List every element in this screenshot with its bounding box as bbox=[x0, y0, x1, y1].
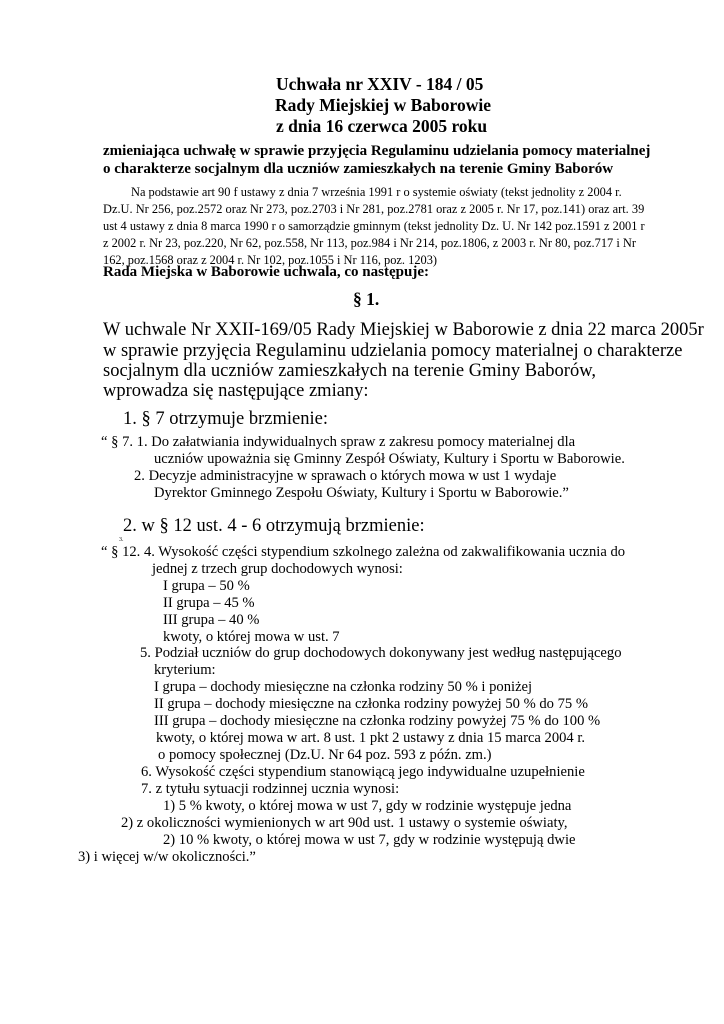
legal-basis-line: Na podstawie art 90 f ustawy z dnia 7 września 1991 r o systemie oświaty (tekst jednolity z 2004 r. bbox=[131, 185, 622, 199]
quoted-line: Dyrektor Gminnego Zespołu Oświaty, Kultury i Sportu w Baborowie.” bbox=[154, 485, 569, 501]
quoted-line: uczniów upoważnia się Gminny Zespół Oświaty, Kultury i Sportu w Baborowie. bbox=[154, 451, 625, 467]
group-rate: I grupa – 50 % bbox=[163, 578, 250, 594]
intro-line: wprowadza się następujące zmiany: bbox=[103, 381, 369, 401]
group-criterion: I grupa – dochody miesięczne na członka rodziny 50 % i poniżej bbox=[154, 679, 533, 695]
quoted-line: kryterium: bbox=[154, 662, 216, 678]
resolution-title: Uchwała nr XXIV - 184 / 05 bbox=[276, 74, 484, 94]
subject-line: zmieniająca uchwałę w sprawie przyjęcia Regulaminu udzielania pomocy materialnej bbox=[103, 143, 651, 159]
quoted-line: “ § 7. 1. Do załatwiania indywidualnych spraw z zakresu pomocy materialnej dla bbox=[101, 434, 576, 450]
group-rate: III grupa – 40 % bbox=[163, 612, 260, 628]
quoted-line: kwoty, o której mowa w ust. 7 bbox=[163, 629, 340, 645]
quoted-line: o pomocy społecznej (Dz.U. Nr 64 poz. 593 z późn. zm.) bbox=[158, 747, 492, 763]
resolution-date: z dnia 16 czerwca 2005 roku bbox=[276, 116, 488, 136]
legal-basis-line: ust 4 ustawy z dnia 8 marca 1990 r o samorządzie gminnym (tekst jednolity Dz. U. Nr 142 poz.1591 z 2001 r bbox=[103, 219, 645, 233]
quoted-line: 1) 5 % kwoty, o której mowa w ust 7, gdy w rodzinie występuje jedna bbox=[163, 798, 572, 814]
legal-basis-line: 162, poz.1568 oraz z 2004 r. Nr 102, poz.1055 i Nr 116, poz. 1203) bbox=[103, 253, 438, 267]
quoted-line: jednej z trzech grup dochodowych wynosi: bbox=[152, 561, 403, 577]
section-mark: § 1. bbox=[353, 289, 380, 309]
resolves-statement: Rada Miejska w Baborowie uchwala, co następuje: bbox=[103, 264, 429, 280]
quoted-line: “ § 12. 4. Wysokość części stypendium szkolnego zależna od zakwalifikowania ucznia do bbox=[101, 544, 626, 560]
group-criterion: III grupa – dochody miesięczne na członka rodziny powyżej 75 % do 100 % bbox=[154, 713, 601, 729]
quoted-line: 2) z okoliczności wymienionych w art 90d ust. 1 ustawy o systemie oświaty, bbox=[121, 815, 568, 831]
intro-line: w sprawie przyjęcia Regulaminu udzielania pomocy materialnej o charakterze bbox=[103, 341, 683, 361]
quoted-line: kwoty, o której mowa w art. 8 ust. 1 pkt 2 ustawy z dnia 15 marca 2004 r. bbox=[156, 730, 586, 746]
quoted-line: 7. z tytułu sytuacji rodzinnej ucznia wynosi: bbox=[141, 781, 400, 797]
quoted-line: 2. Decyzje administracyjne w sprawach o których mowa w ust 1 wydaje bbox=[134, 468, 557, 484]
legal-basis-line: Dz.U. Nr 256, poz.2572 oraz Nr 273, poz.2703 i Nr 281, poz.2781 oraz z 2005 r. Nr 17, poz.141) oraz art. 39 bbox=[103, 202, 645, 216]
quoted-line: 2) 10 % kwoty, o której mowa w ust 7, gdy w rodzinie występują dwie bbox=[163, 832, 576, 848]
council-name: Rady Miejskiej w Baborowie bbox=[275, 95, 491, 115]
group-criterion: II grupa – dochody miesięczne na członka rodziny powyżej 50 % do 75 % bbox=[154, 696, 589, 712]
change-heading: 2. w § 12 ust. 4 - 6 otrzymują brzmienie: bbox=[123, 516, 425, 536]
group-rate: II grupa – 45 % bbox=[163, 595, 255, 611]
intro-line: socjalnym dla uczniów zamieszkałych na terenie Gminy Baborów, bbox=[103, 361, 596, 381]
quoted-line: 5. Podział uczniów do grup dochodowych dokonywany jest według następującego bbox=[140, 645, 622, 661]
quoted-line: 6. Wysokość części stypendium stanowiącą jego indywidualne uzupełnienie bbox=[141, 764, 585, 780]
change-heading: 1. § 7 otrzymuje brzmienie: bbox=[123, 409, 328, 429]
quoted-line: 3) i więcej w/w okoliczności.” bbox=[78, 849, 256, 865]
subject-line: o charakterze socjalnym dla uczniów zamieszkałych na terenie Gminy Baborów bbox=[103, 161, 614, 177]
legal-basis-line: z 2002 r. Nr 23, poz.220, Nr 62, poz.558, Nr 113, poz.984 i Nr 214, poz.1806, z 2003 r. Nr 80, poz.717 i Nr bbox=[103, 236, 636, 250]
intro-line: W uchwale Nr XXII-169/05 Rady Miejskiej w Baborowie z dnia 22 marca 2005r bbox=[103, 320, 704, 340]
stray-mark: 3. bbox=[119, 537, 124, 543]
